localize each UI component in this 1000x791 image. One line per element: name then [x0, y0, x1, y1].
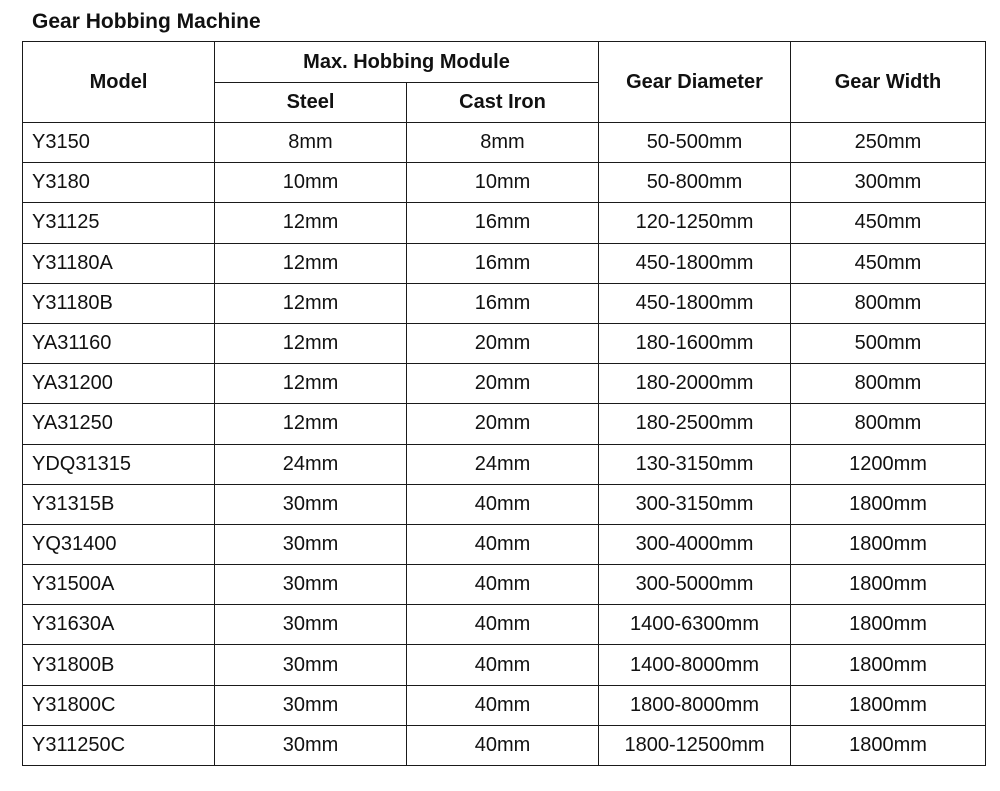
cell-gear-width: 250mm [791, 123, 986, 163]
cell-gear-width: 500mm [791, 323, 986, 363]
cell-gear-diameter: 1400-6300mm [599, 605, 791, 645]
cell-model: Y3180 [23, 163, 215, 203]
header-gear-width: Gear Width [791, 42, 986, 123]
cell-cast-iron-module: 40mm [407, 685, 599, 725]
cell-cast-iron-module: 40mm [407, 645, 599, 685]
header-cast-iron: Cast Iron [407, 83, 599, 123]
cell-steel-module: 24mm [215, 444, 407, 484]
cell-cast-iron-module: 40mm [407, 484, 599, 524]
cell-steel-module: 12mm [215, 283, 407, 323]
table-row [23, 484, 986, 524]
cell-model: Y31630A [23, 605, 215, 645]
cell-gear-width: 800mm [791, 404, 986, 444]
table-row [23, 283, 986, 323]
cell-cast-iron-module: 40mm [407, 524, 599, 564]
header-steel: Steel [215, 83, 407, 123]
cell-gear-width: 1800mm [791, 524, 986, 564]
cell-gear-diameter: 450-1800mm [599, 243, 791, 283]
cell-model: Y31800C [23, 685, 215, 725]
cell-steel-module: 12mm [215, 323, 407, 363]
header-gear-diameter: Gear Diameter [599, 42, 791, 123]
cell-model: YA31250 [23, 404, 215, 444]
cell-steel-module: 30mm [215, 565, 407, 605]
cell-cast-iron-module: 20mm [407, 364, 599, 404]
cell-gear-diameter: 120-1250mm [599, 203, 791, 243]
cell-model: Y3150 [23, 123, 215, 163]
cell-gear-width: 1800mm [791, 685, 986, 725]
cell-gear-width: 800mm [791, 283, 986, 323]
cell-model: Y311250C [23, 725, 215, 765]
table-row [23, 163, 986, 203]
cell-gear-diameter: 450-1800mm [599, 283, 791, 323]
cell-gear-width: 300mm [791, 163, 986, 203]
cell-gear-width: 1800mm [791, 605, 986, 645]
table-row [23, 243, 986, 283]
header-max-hobbing-module: Max. Hobbing Module [215, 42, 599, 83]
cell-gear-width: 1800mm [791, 645, 986, 685]
table-body [23, 123, 986, 766]
cell-cast-iron-module: 8mm [407, 123, 599, 163]
cell-gear-diameter: 180-2500mm [599, 404, 791, 444]
cell-model: YDQ31315 [23, 444, 215, 484]
cell-gear-diameter: 300-4000mm [599, 524, 791, 564]
cell-cast-iron-module: 16mm [407, 203, 599, 243]
table-row [23, 524, 986, 564]
cell-cast-iron-module: 24mm [407, 444, 599, 484]
cell-gear-diameter: 180-1600mm [599, 323, 791, 363]
cell-model: Y31500A [23, 565, 215, 605]
table-row [23, 444, 986, 484]
cell-steel-module: 30mm [215, 605, 407, 645]
cell-cast-iron-module: 20mm [407, 404, 599, 444]
cell-model: Y31125 [23, 203, 215, 243]
cell-gear-width: 800mm [791, 364, 986, 404]
table-row [23, 123, 986, 163]
cell-gear-width: 1200mm [791, 444, 986, 484]
table-row [23, 404, 986, 444]
cell-model: Y31180B [23, 283, 215, 323]
cell-gear-diameter: 50-500mm [599, 123, 791, 163]
cell-gear-diameter: 50-800mm [599, 163, 791, 203]
page-title: Gear Hobbing Machine [32, 10, 261, 33]
cell-steel-module: 30mm [215, 685, 407, 725]
table-row [23, 725, 986, 765]
cell-model: YA31160 [23, 323, 215, 363]
cell-gear-width: 1800mm [791, 484, 986, 524]
table-row [23, 565, 986, 605]
gear-hobbing-spec-table [22, 41, 986, 766]
cell-steel-module: 8mm [215, 123, 407, 163]
cell-cast-iron-module: 40mm [407, 605, 599, 645]
table-row [23, 605, 986, 645]
cell-cast-iron-module: 40mm [407, 725, 599, 765]
cell-steel-module: 30mm [215, 524, 407, 564]
cell-gear-diameter: 1800-12500mm [599, 725, 791, 765]
cell-gear-diameter: 180-2000mm [599, 364, 791, 404]
cell-cast-iron-module: 16mm [407, 243, 599, 283]
cell-cast-iron-module: 40mm [407, 565, 599, 605]
cell-gear-diameter: 130-3150mm [599, 444, 791, 484]
table-row [23, 364, 986, 404]
cell-gear-width: 450mm [791, 243, 986, 283]
cell-model: YA31200 [23, 364, 215, 404]
cell-model: Y31800B [23, 645, 215, 685]
cell-gear-diameter: 1800-8000mm [599, 685, 791, 725]
cell-cast-iron-module: 10mm [407, 163, 599, 203]
cell-steel-module: 12mm [215, 243, 407, 283]
cell-cast-iron-module: 16mm [407, 283, 599, 323]
table-row [23, 323, 986, 363]
cell-steel-module: 30mm [215, 484, 407, 524]
cell-gear-width: 1800mm [791, 725, 986, 765]
table-row [23, 203, 986, 243]
cell-steel-module: 12mm [215, 203, 407, 243]
cell-gear-width: 1800mm [791, 565, 986, 605]
cell-cast-iron-module: 20mm [407, 323, 599, 363]
cell-gear-diameter: 300-3150mm [599, 484, 791, 524]
cell-gear-width: 450mm [791, 203, 986, 243]
cell-steel-module: 10mm [215, 163, 407, 203]
cell-steel-module: 30mm [215, 725, 407, 765]
cell-gear-diameter: 300-5000mm [599, 565, 791, 605]
cell-gear-diameter: 1400-8000mm [599, 645, 791, 685]
cell-model: Y31180A [23, 243, 215, 283]
header-row-top [23, 42, 986, 83]
cell-steel-module: 12mm [215, 404, 407, 444]
table-header [23, 42, 986, 123]
table-row [23, 685, 986, 725]
cell-model: Y31315B [23, 484, 215, 524]
cell-model: YQ31400 [23, 524, 215, 564]
table-row [23, 645, 986, 685]
cell-steel-module: 12mm [215, 364, 407, 404]
cell-steel-module: 30mm [215, 645, 407, 685]
header-model: Model [23, 42, 215, 123]
